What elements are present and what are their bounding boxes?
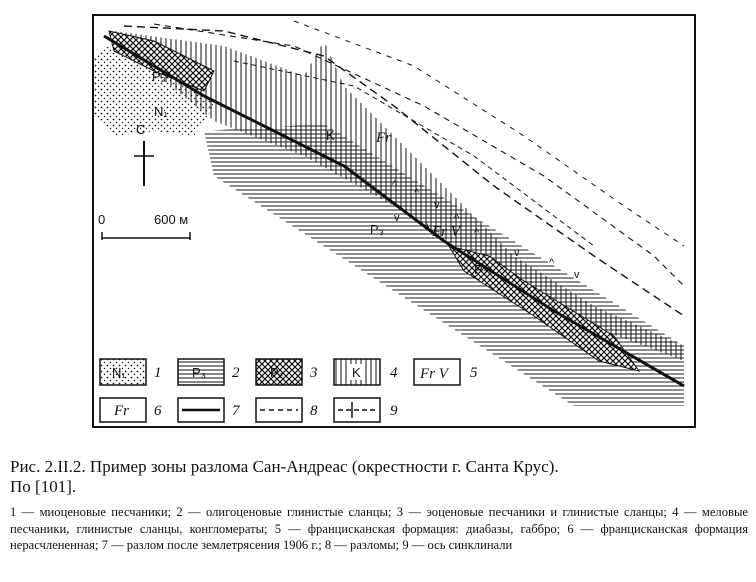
svg-text:4: 4 — [390, 365, 398, 381]
svg-text:v: v — [394, 212, 400, 224]
legend-item-2 — [178, 359, 240, 385]
caption-line-2: По [101]. — [10, 477, 77, 496]
svg-text:7: 7 — [232, 403, 240, 419]
geologic-map — [92, 14, 696, 428]
svg-text:1: 1 — [154, 365, 162, 381]
legend-item-7 — [178, 398, 241, 422]
figure-caption — [10, 457, 748, 497]
label-fr-v-mid: Fr V — [432, 224, 460, 240]
svg-text:v: v — [514, 247, 520, 259]
svg-text:С: С — [136, 122, 146, 137]
legend-item-4 — [334, 359, 398, 385]
label-k-upper: K — [326, 128, 335, 143]
svg-text:^: ^ — [424, 222, 430, 234]
svg-text:^: ^ — [454, 212, 460, 224]
label-fr-upper: Fr — [376, 130, 391, 146]
label-p2-upper: P₂ — [152, 69, 166, 84]
svg-text:Fr: Fr — [114, 403, 129, 419]
legend-item-8 — [256, 398, 318, 422]
legend — [100, 359, 478, 422]
svg-text:v: v — [434, 199, 440, 211]
caption-line-1: Рис. 2.II.2. Пример зоны разлома Сан-Андреас (окрестности г. Санта Крус). — [10, 457, 559, 476]
label-n1-upper: N₁ — [154, 104, 168, 119]
svg-text:v: v — [574, 269, 580, 281]
svg-text:5: 5 — [470, 365, 478, 381]
svg-text:9: 9 — [390, 403, 398, 419]
legend-item-1 — [100, 359, 162, 385]
label-p3-mid: P₃ — [370, 222, 384, 237]
map-drawing — [94, 16, 694, 426]
svg-text:^: ^ — [414, 187, 420, 199]
svg-text:0: 0 — [98, 212, 106, 227]
svg-text:P₂: P₂ — [270, 365, 284, 380]
label-p2-lower: P₂ — [474, 262, 488, 277]
legend-item-9 — [334, 398, 398, 422]
scale-bar — [98, 212, 190, 240]
svg-text:6: 6 — [154, 403, 162, 419]
svg-text:^: ^ — [392, 179, 398, 191]
svg-text:Fr V: Fr V — [420, 366, 448, 382]
svg-text:K: K — [352, 365, 361, 380]
svg-text:N₁: N₁ — [112, 365, 126, 380]
svg-text:^: ^ — [474, 227, 480, 239]
svg-text:600 м: 600 м — [154, 212, 189, 227]
svg-text:2: 2 — [232, 365, 240, 381]
svg-text:8: 8 — [310, 403, 318, 419]
svg-text:P₃: P₃ — [192, 365, 206, 380]
legend-item-3 — [256, 359, 318, 385]
svg-text:^: ^ — [549, 257, 555, 269]
legend-item-5 — [414, 359, 478, 385]
legend-item-6 — [100, 398, 162, 422]
north-arrow — [134, 122, 154, 186]
svg-text:3: 3 — [310, 365, 318, 381]
legend-explanation: 1 — миоценовые песчаники; 2 — олигоценовые глинистые сланцы; 3 — эоценовые песчаники и глинистые сланцы; 4 — меловые песчаники, глинистые сланцы, конгломераты; 5 — францисканская формация: диабазы, габбро; 6 — францисканская формация нерасчлененная; 7 — разлом после землетрясения 1906 г.; 8 — разломы; 9 — ось синклинали — [10, 505, 748, 552]
